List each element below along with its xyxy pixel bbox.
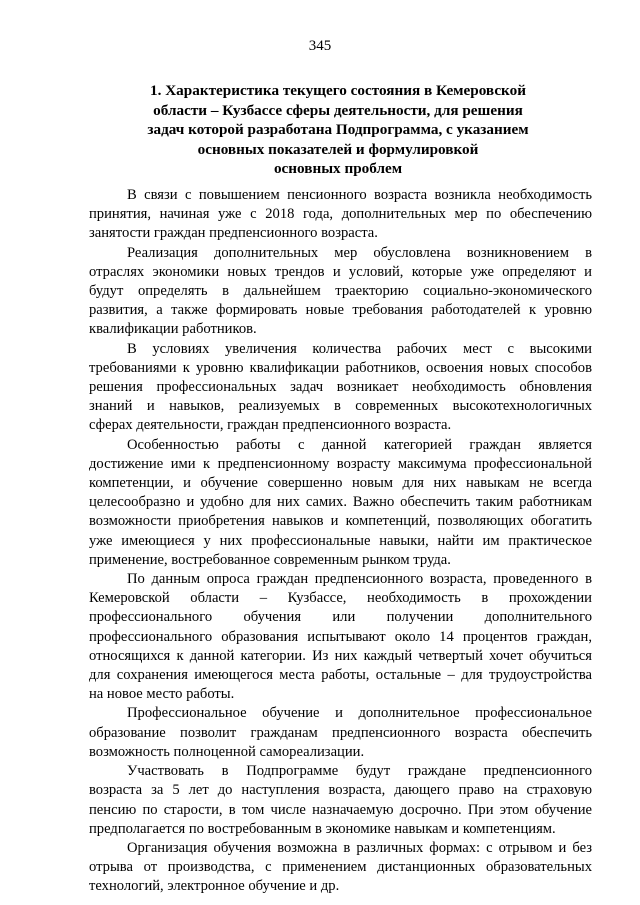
heading-line: задач которой разработана Подпрограмма, с указанием [147,121,529,138]
text-line: образование позволит гражданам предпенсионного возраста обеспечить [89,724,592,741]
text-line: требованиями к уровню квалификации работников, освоения новых способов [89,359,592,376]
text-line: будут определять в дальнейшем траекторию социально-экономического [89,283,592,300]
heading-line: 1. Характеристика текущего состояния в Кемеровской [150,82,526,99]
text-line: применение, востребованное современным рынком труда. [89,551,451,568]
heading-line: основных показателей и формулировкой [197,140,479,158]
paragraph [89,244,592,340]
paragraph [89,186,592,244]
text-line: целесообразно и удобно для них самих. Важно обеспечить таким работникам [89,494,592,511]
heading-line: области – Кузбассе сферы деятельности, для решения [153,101,523,119]
text-line: возможности приобретения навыков и компетенций, позволяющих обогатить [89,513,592,530]
paragraph [89,340,592,436]
text-line: уже имеющиеся у них профессиональные навыки, найти им практическое [89,532,592,549]
text-line: Профессиональное обучение и дополнительное профессиональное [127,705,592,722]
text-line: развития, а также формировать новые требования работодателей к уровню [89,302,592,319]
text-line: относящихся к данной категории. Из них каждый четвертый хочет обучиться [89,647,592,664]
text-line: профессионального обучения или получении дополнительного [89,609,592,626]
text-line: В связи с повышением пенсионного возраста возникла необходимость [127,187,592,203]
text-line: Особенностью работы с данной категорией граждан является [127,436,592,453]
paragraph [89,570,592,704]
text-line: отраслях экономики новых трендов и условий, которые уже определяют и [89,263,592,280]
text-line: возраста за 5 лет до наступления возраста, дающего право на страховую [89,782,592,799]
section-heading [96,81,580,179]
text-line: знаний и навыков, реализуемых в современных высокотехнологичных [89,398,592,415]
text-line: компетенции, и обучение совершенно новым для них навыкам не всегда [89,475,592,492]
text-line: на новое место работы. [89,686,235,703]
text-line: для сохранения имеющегося места работы, остальные – для трудоустройства [89,667,592,684]
text-line: принятия, начиная уже с 2018 года, дополнительных мер по обеспечению [89,206,592,223]
text-line: предполагается по востребованным в экономике навыкам и компетенциям. [89,820,556,837]
text-line: сферах деятельности, граждан предпенсионного возраста. [89,417,452,434]
paragraph [89,839,592,897]
text-line: Реализация дополнительных мер обусловлена возникновением в [127,244,592,261]
paragraph [89,762,592,839]
text-line: Организация обучения возможна в различных формах: с отрывом и без [127,839,592,856]
text-line: В условиях увеличения количества рабочих мест с высокими [127,340,592,357]
paragraph [89,436,592,570]
text-line: занятости граждан предпенсионного возраста. [89,225,378,242]
text-line: По данным опроса граждан предпенсионного возраста, проведенного в [127,571,592,588]
text-line: Кемеровской области – Кузбассе, необходимость в прохождении [89,590,592,607]
page-number: 345 [308,38,332,54]
paragraph [89,704,592,762]
text-line: возможность полноценной самореализации. [89,743,365,760]
body-text [89,186,592,897]
text-line: пенсию по старости, в том числе назначаемую досрочно. При этом обучение [89,801,592,818]
text-line: решения профессиональных задач возникает необходимость обновления [89,379,592,396]
text-line: Участвовать в Подпрограмме будут граждане предпенсионного [127,763,592,780]
heading-line: основных проблем [273,160,403,177]
text-line: квалификации работников. [89,321,257,338]
text-line: технологий, электронное обучение и др. [89,878,340,895]
text-line: профессионального образования испытывают около 14 процентов граждан, [89,628,592,645]
text-line: отрыва от производства, с применением дистанционных образовательных [89,859,592,876]
text-line: достижение ими к предпенсионному возрасту максимума профессиональной [89,455,592,472]
